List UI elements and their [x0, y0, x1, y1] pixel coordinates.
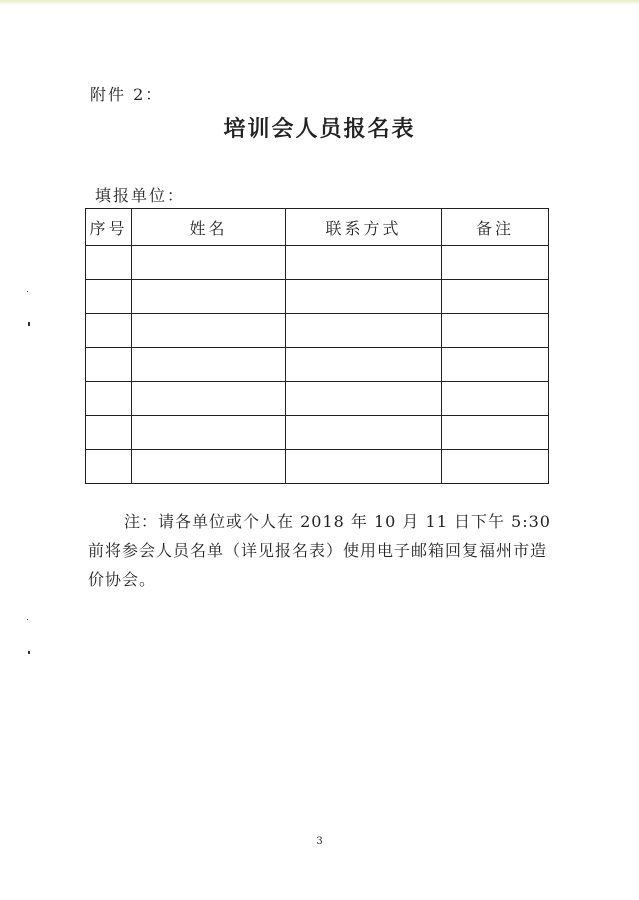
table-cell	[286, 416, 442, 450]
table-row	[86, 382, 549, 416]
registration-table	[85, 208, 549, 484]
table-cell	[442, 280, 549, 314]
table-cell	[132, 450, 286, 484]
table-cell	[86, 450, 132, 484]
table-cell	[442, 450, 549, 484]
table-cell	[286, 450, 442, 484]
table-cell	[86, 246, 132, 280]
table-row	[86, 416, 549, 450]
header-serial-number: 序号	[86, 209, 132, 246]
fill-unit-label: 填报单位：	[95, 186, 186, 205]
table-row	[86, 450, 549, 484]
header-contact: 联系方式	[286, 209, 442, 246]
table-cell	[442, 246, 549, 280]
page-number: 3	[316, 836, 323, 847]
scan-speck	[28, 651, 30, 654]
table-cell	[286, 348, 442, 382]
table-cell	[86, 416, 132, 450]
scan-speck	[27, 619, 28, 620]
table-row	[86, 314, 549, 348]
table-cell	[442, 416, 549, 450]
table-cell	[132, 314, 286, 348]
table-row	[86, 246, 549, 280]
table-cell	[132, 280, 286, 314]
table-cell	[86, 382, 132, 416]
header-name: 姓名	[132, 209, 286, 246]
table-cell	[132, 246, 286, 280]
table-cell	[86, 314, 132, 348]
table-cell	[132, 382, 286, 416]
scan-edge	[0, 0, 639, 5]
page-title: 培训会人员报名表	[223, 117, 416, 142]
scan-speck	[28, 322, 30, 326]
table-cell	[442, 348, 549, 382]
scan-speck	[27, 291, 28, 292]
table-cell	[442, 382, 549, 416]
submission-note: 注：请各单位或个人在 2018 年 10 月 11 日下午 5:30 前将参会人员名单（详见报名表）使用电子邮箱回复福州市造价协会。	[88, 512, 551, 589]
table-header-row	[86, 209, 549, 246]
attachment-label: 附件 2：	[90, 85, 164, 104]
table-cell	[132, 348, 286, 382]
header-remarks: 备注	[442, 209, 549, 246]
table-cell	[286, 382, 442, 416]
table-row	[86, 280, 549, 314]
table-cell	[286, 314, 442, 348]
table-cell	[132, 416, 286, 450]
table-cell	[286, 280, 442, 314]
table-cell	[86, 348, 132, 382]
table-row	[86, 348, 549, 382]
table-cell	[286, 246, 442, 280]
table-cell	[86, 280, 132, 314]
table-cell	[442, 314, 549, 348]
